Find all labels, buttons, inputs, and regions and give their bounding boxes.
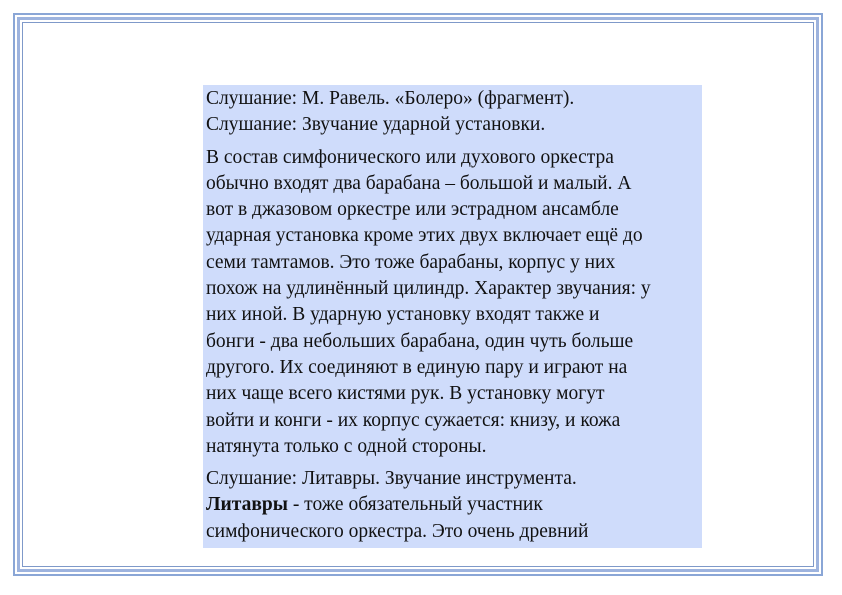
timpani-term: Литавры — [206, 494, 288, 516]
text-line: войти и конги - их корпус сужается: книзу, и кожа — [206, 409, 621, 431]
text-line: Слушание: Звучание ударной установки. — [206, 114, 546, 136]
text-line: Слушание: Литавры. Звучание инструмента. — [206, 468, 577, 490]
paragraph-listening-bolero — [206, 86, 699, 139]
text-line: симфонического оркестра. Это очень древний — [206, 520, 589, 542]
text-box — [203, 85, 702, 548]
text-line: ударная установка кроме этих двух включает ещё до — [206, 225, 643, 247]
text-line: бонги - два небольших барабана, один чуть больше — [206, 330, 634, 352]
text-line: - тоже обязательный участник — [287, 494, 543, 516]
text-line: вот в джазовом оркестре или эстрадном ансамбле — [206, 199, 619, 221]
text-line: семи тамтамов. Это тоже барабаны, корпус у них — [206, 251, 616, 273]
text-line: Слушание: М. Равель. «Болеро» (фрагмент). — [206, 88, 575, 109]
text-line: них чаще всего кистями рук. В установку могут — [206, 383, 605, 405]
text-line: другого. Их соединяют в единую пару и играют на — [206, 356, 628, 378]
text-line: похож на удлинённый цилиндр. Характер звучания: у — [206, 278, 651, 300]
paragraph-timpani — [206, 466, 699, 545]
text-line: В состав симфонического или духового оркестра — [206, 146, 614, 168]
text-line: натянута только с одной стороны. — [206, 435, 487, 457]
paragraph-drum-kit — [206, 145, 699, 461]
text-line: них иной. В ударную установку входят также и — [206, 304, 600, 326]
text-line: обычно входят два барабана – большой и малый. А — [206, 172, 632, 194]
